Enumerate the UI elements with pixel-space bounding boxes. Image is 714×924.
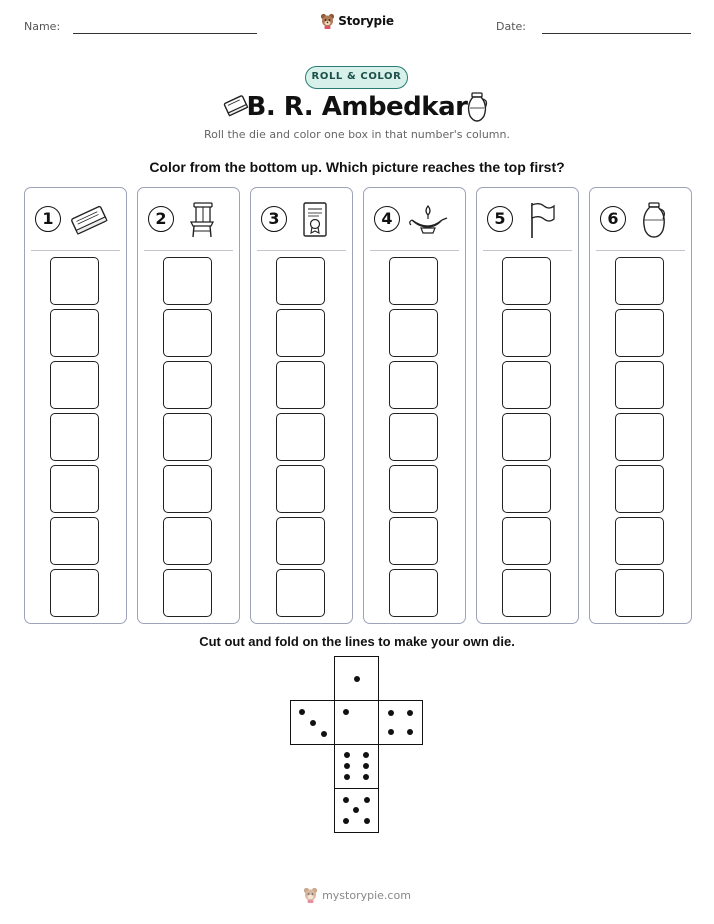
oil-lamp-icon xyxy=(406,200,450,240)
color-box[interactable] xyxy=(615,569,664,617)
die-face-5 xyxy=(334,788,379,833)
color-box[interactable] xyxy=(163,517,212,565)
die-pip xyxy=(321,731,327,737)
column-number: 6 xyxy=(600,206,626,232)
column-5 xyxy=(476,187,579,624)
die-face-6 xyxy=(334,744,379,789)
book-icon xyxy=(67,200,111,240)
die-pip xyxy=(299,709,305,715)
brand-name: Storypie xyxy=(338,14,394,28)
die-pip xyxy=(363,752,369,758)
die-face-4 xyxy=(378,700,423,745)
color-box[interactable] xyxy=(163,569,212,617)
color-box[interactable] xyxy=(163,257,212,305)
column-divider xyxy=(31,250,120,251)
color-box[interactable] xyxy=(50,517,99,565)
die-pip xyxy=(407,729,413,735)
color-box[interactable] xyxy=(163,309,212,357)
color-box[interactable] xyxy=(50,569,99,617)
die-face-3 xyxy=(290,700,335,745)
color-box[interactable] xyxy=(276,517,325,565)
column-divider xyxy=(257,250,346,251)
die-pip xyxy=(364,818,370,824)
color-box[interactable] xyxy=(389,309,438,357)
column-number: 3 xyxy=(261,206,287,232)
color-box[interactable] xyxy=(50,413,99,461)
color-box[interactable] xyxy=(276,309,325,357)
color-box[interactable] xyxy=(276,465,325,513)
color-box[interactable] xyxy=(276,569,325,617)
color-box[interactable] xyxy=(163,361,212,409)
column-4 xyxy=(363,187,466,624)
color-box[interactable] xyxy=(50,361,99,409)
color-box[interactable] xyxy=(389,517,438,565)
color-box[interactable] xyxy=(389,361,438,409)
color-box[interactable] xyxy=(389,257,438,305)
clay-pot-icon xyxy=(632,200,676,240)
color-box[interactable] xyxy=(615,413,664,461)
column-divider xyxy=(144,250,233,251)
color-box[interactable] xyxy=(502,517,551,565)
bear-mascot-icon xyxy=(320,13,335,29)
die-pip xyxy=(407,710,413,716)
certificate-icon xyxy=(293,200,337,240)
column-divider xyxy=(483,250,572,251)
color-box[interactable] xyxy=(276,413,325,461)
column-number: 2 xyxy=(148,206,174,232)
color-box[interactable] xyxy=(389,413,438,461)
brand-logo xyxy=(0,13,714,34)
color-box[interactable] xyxy=(615,361,664,409)
column-number: 1 xyxy=(35,206,61,232)
roll-color-badge: ROLL & COLOR xyxy=(305,66,408,89)
column-divider xyxy=(596,250,685,251)
color-box[interactable] xyxy=(502,309,551,357)
column-1 xyxy=(24,187,127,624)
die-pip xyxy=(343,797,349,803)
die-pip xyxy=(363,763,369,769)
die-face-1 xyxy=(334,700,379,745)
die-pip xyxy=(353,807,359,813)
color-instruction: Color from the bottom up. Which picture reaches the top first? xyxy=(149,159,565,175)
color-box[interactable] xyxy=(615,465,664,513)
die-pip xyxy=(354,676,360,682)
color-box[interactable] xyxy=(615,257,664,305)
color-box[interactable] xyxy=(389,569,438,617)
bear-mascot-icon xyxy=(303,887,318,903)
column-number: 4 xyxy=(374,206,400,232)
die-pip xyxy=(343,818,349,824)
color-box[interactable] xyxy=(163,465,212,513)
footer-url: mystorypie.com xyxy=(322,888,411,902)
column-3 xyxy=(250,187,353,624)
subtitle: Roll the die and color one box in that number's column. xyxy=(204,128,510,141)
die-pip xyxy=(310,720,316,726)
column-6 xyxy=(589,187,692,624)
color-box[interactable] xyxy=(50,465,99,513)
page-title: B. R. Ambedkar xyxy=(246,92,468,122)
column-2 xyxy=(137,187,240,624)
column-divider xyxy=(370,250,459,251)
column-number: 5 xyxy=(487,206,513,232)
die-pip xyxy=(388,729,394,735)
color-box[interactable] xyxy=(502,361,551,409)
die-pip xyxy=(388,710,394,716)
flag-icon xyxy=(519,200,563,240)
color-box[interactable] xyxy=(163,413,212,461)
color-box[interactable] xyxy=(50,257,99,305)
name-label: Name: xyxy=(24,20,61,33)
die-pip xyxy=(343,709,349,715)
color-box[interactable] xyxy=(276,257,325,305)
footer xyxy=(0,887,714,908)
die-face-1 xyxy=(334,656,379,701)
color-box[interactable] xyxy=(615,517,664,565)
color-box[interactable] xyxy=(502,257,551,305)
date-label: Date: xyxy=(496,20,526,33)
color-box[interactable] xyxy=(615,309,664,357)
color-box[interactable] xyxy=(276,361,325,409)
color-box[interactable] xyxy=(502,413,551,461)
color-box[interactable] xyxy=(50,309,99,357)
die-pip xyxy=(364,797,370,803)
color-box[interactable] xyxy=(502,569,551,617)
color-box[interactable] xyxy=(389,465,438,513)
color-box[interactable] xyxy=(502,465,551,513)
clay-pot-icon xyxy=(462,90,492,124)
die-pip xyxy=(363,774,369,780)
cut-instruction: Cut out and fold on the lines to make your own die. xyxy=(199,634,515,649)
die-pip xyxy=(344,763,350,769)
die-pip xyxy=(344,774,350,780)
chair-icon xyxy=(180,200,224,240)
die-pip xyxy=(344,752,350,758)
